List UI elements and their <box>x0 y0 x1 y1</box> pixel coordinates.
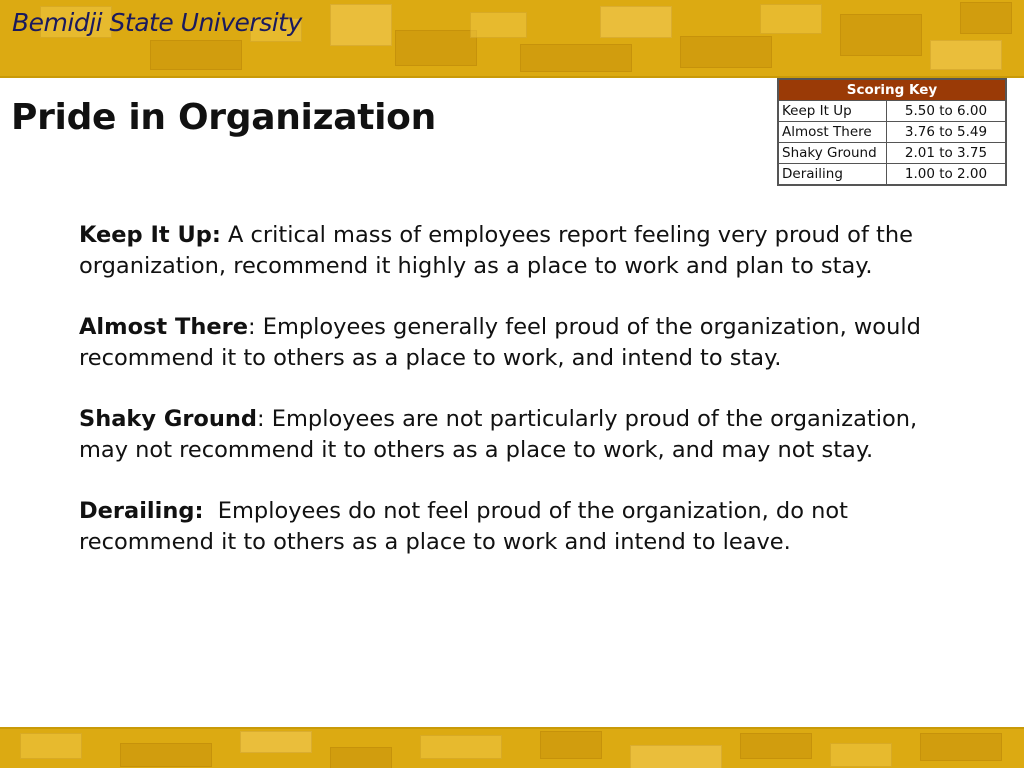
scoring-key-title: Scoring Key <box>778 79 1006 101</box>
description-term: Shaky Ground <box>79 406 258 432</box>
score-range: 2.01 to 3.75 <box>887 143 1007 164</box>
scoring-key-table <box>777 78 1007 186</box>
description-text: Employees do not feel proud of the organization, do not recommend it to others as a place to work and intend to leave. <box>79 498 856 555</box>
description-almost-there <box>79 312 959 374</box>
score-label: Almost There <box>778 122 887 143</box>
scoring-key-header-row <box>778 79 1006 101</box>
table-row <box>778 143 1006 164</box>
description-term: Derailing: <box>79 498 204 524</box>
university-name: Bemidji State University <box>12 8 302 37</box>
header-banner <box>0 0 1024 78</box>
page-title: Pride in Organization <box>11 97 436 138</box>
score-range: 1.00 to 2.00 <box>887 164 1007 186</box>
score-label: Derailing <box>778 164 887 186</box>
description-text: A critical mass of employees report feeling very proud of the organization, recommend it highly as a place to work and plan to stay. <box>79 222 913 279</box>
description-derailing <box>79 496 959 558</box>
description-term: Keep It Up: <box>79 222 221 248</box>
table-row <box>778 101 1006 122</box>
description-shaky-ground <box>79 404 959 466</box>
score-range: 3.76 to 5.49 <box>887 122 1007 143</box>
table-row <box>778 164 1006 186</box>
footer-banner <box>0 727 1024 768</box>
description-keep-it-up <box>79 220 959 282</box>
score-range: 5.50 to 6.00 <box>887 101 1007 122</box>
table-row <box>778 122 1006 143</box>
descriptions <box>79 220 959 588</box>
description-term: Almost There <box>79 314 248 340</box>
score-label: Shaky Ground <box>778 143 887 164</box>
description-text: : Employees are not particularly proud of the organization, may not recommend it to others as a place to work, and may not stay. <box>79 406 918 463</box>
description-text: : Employees generally feel proud of the organization, would recommend it to others as a place to work, and intend to stay. <box>79 314 921 371</box>
score-label: Keep It Up <box>778 101 887 122</box>
